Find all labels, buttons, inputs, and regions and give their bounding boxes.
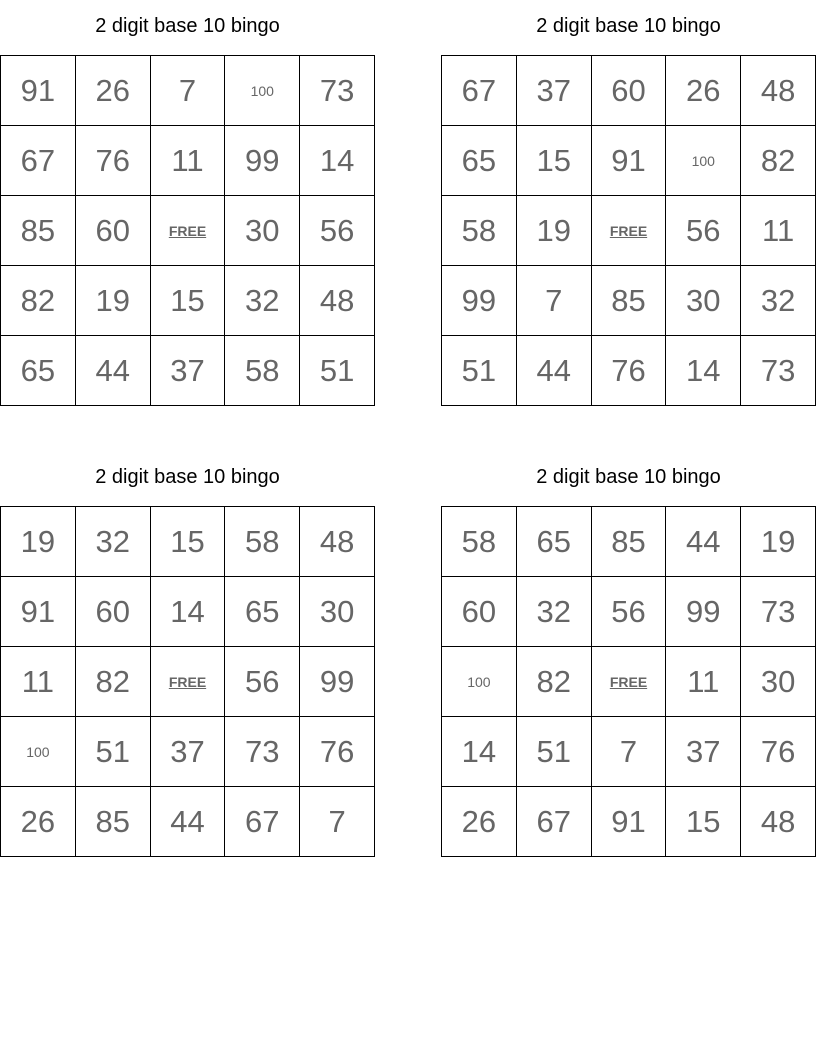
bingo-number-cell: 44 bbox=[76, 336, 151, 406]
bingo-number-cell: 56 bbox=[592, 577, 667, 647]
bingo-number-cell: 91 bbox=[592, 787, 667, 857]
bingo-number-cell: 14 bbox=[300, 126, 375, 196]
bingo-number-cell: 32 bbox=[741, 266, 816, 336]
free-space-cell: FREE bbox=[592, 647, 667, 717]
bingo-number-cell: 67 bbox=[442, 56, 517, 126]
bingo-number-cell: 99 bbox=[300, 647, 375, 717]
bingo-number-cell: 11 bbox=[741, 196, 816, 266]
bingo-number-cell: 51 bbox=[76, 717, 151, 787]
bingo-number-cell: 65 bbox=[225, 577, 300, 647]
bingo-number-cell: 85 bbox=[1, 196, 76, 266]
card-title: 2 digit base 10 bingo bbox=[536, 466, 721, 488]
bingo-number-cell: 99 bbox=[666, 577, 741, 647]
bingo-card-4 bbox=[441, 451, 816, 857]
bingo-number-cell: 60 bbox=[76, 196, 151, 266]
free-space-cell: FREE bbox=[151, 196, 226, 266]
bingo-number-cell: 44 bbox=[666, 507, 741, 577]
bingo-number-cell: 26 bbox=[1, 787, 76, 857]
bingo-number-cell: 37 bbox=[151, 717, 226, 787]
bingo-number-cell: 85 bbox=[592, 266, 667, 336]
bingo-number-cell: 85 bbox=[592, 507, 667, 577]
bingo-number-cell: 67 bbox=[225, 787, 300, 857]
bingo-number-cell: 56 bbox=[666, 196, 741, 266]
bingo-number-cell: 56 bbox=[225, 647, 300, 717]
bingo-number-cell: 58 bbox=[442, 196, 517, 266]
card-title: 2 digit base 10 bingo bbox=[95, 466, 280, 488]
bingo-number-cell: 32 bbox=[517, 577, 592, 647]
bingo-number-cell: 30 bbox=[300, 577, 375, 647]
bingo-number-cell: 58 bbox=[225, 507, 300, 577]
bingo-number-cell: 67 bbox=[517, 787, 592, 857]
bingo-number-cell: 44 bbox=[517, 336, 592, 406]
bingo-number-cell: 67 bbox=[1, 126, 76, 196]
bingo-number-cell: 82 bbox=[517, 647, 592, 717]
bingo-card-1 bbox=[0, 0, 375, 406]
bingo-number-cell: 48 bbox=[741, 56, 816, 126]
free-space-cell: FREE bbox=[592, 196, 667, 266]
bingo-number-cell: 60 bbox=[442, 577, 517, 647]
bingo-number-cell: 15 bbox=[151, 507, 226, 577]
bingo-number-cell: 73 bbox=[741, 577, 816, 647]
bingo-number-cell: 99 bbox=[442, 266, 517, 336]
bingo-number-cell: 82 bbox=[76, 647, 151, 717]
bingo-number-cell: 73 bbox=[300, 56, 375, 126]
bingo-number-cell: 51 bbox=[442, 336, 517, 406]
bingo-number-cell: 51 bbox=[517, 717, 592, 787]
bingo-number-cell: 44 bbox=[151, 787, 226, 857]
bingo-number-cell: 100 bbox=[225, 56, 300, 126]
bingo-number-cell: 99 bbox=[225, 126, 300, 196]
bingo-number-cell: 56 bbox=[300, 196, 375, 266]
bingo-number-cell: 14 bbox=[442, 717, 517, 787]
bingo-number-cell: 26 bbox=[76, 56, 151, 126]
bingo-number-cell: 30 bbox=[741, 647, 816, 717]
bingo-number-cell: 48 bbox=[300, 266, 375, 336]
bingo-card-3 bbox=[0, 451, 375, 857]
bingo-number-cell: 32 bbox=[225, 266, 300, 336]
bingo-number-cell: 7 bbox=[592, 717, 667, 787]
bingo-number-cell: 11 bbox=[1, 647, 76, 717]
bingo-number-cell: 100 bbox=[666, 126, 741, 196]
bingo-card-2 bbox=[441, 0, 816, 406]
bingo-number-cell: 91 bbox=[1, 577, 76, 647]
bingo-grid bbox=[0, 506, 375, 857]
bingo-number-cell: 65 bbox=[517, 507, 592, 577]
bingo-grid bbox=[0, 55, 375, 406]
bingo-number-cell: 76 bbox=[300, 717, 375, 787]
bingo-number-cell: 48 bbox=[741, 787, 816, 857]
bingo-number-cell: 19 bbox=[517, 196, 592, 266]
bingo-number-cell: 100 bbox=[442, 647, 517, 717]
bingo-number-cell: 37 bbox=[517, 56, 592, 126]
bingo-number-cell: 65 bbox=[1, 336, 76, 406]
bingo-number-cell: 60 bbox=[76, 577, 151, 647]
bingo-number-cell: 58 bbox=[442, 507, 517, 577]
bingo-number-cell: 15 bbox=[151, 266, 226, 336]
bingo-number-cell: 82 bbox=[1, 266, 76, 336]
bingo-number-cell: 26 bbox=[666, 56, 741, 126]
bingo-number-cell: 76 bbox=[741, 717, 816, 787]
bingo-number-cell: 82 bbox=[741, 126, 816, 196]
bingo-number-cell: 48 bbox=[300, 507, 375, 577]
bingo-number-cell: 37 bbox=[151, 336, 226, 406]
bingo-number-cell: 11 bbox=[151, 126, 226, 196]
bingo-number-cell: 73 bbox=[225, 717, 300, 787]
free-space-cell: FREE bbox=[151, 647, 226, 717]
bingo-number-cell: 60 bbox=[592, 56, 667, 126]
card-title: 2 digit base 10 bingo bbox=[95, 15, 280, 37]
bingo-number-cell: 30 bbox=[225, 196, 300, 266]
bingo-number-cell: 11 bbox=[666, 647, 741, 717]
bingo-number-cell: 19 bbox=[76, 266, 151, 336]
bingo-number-cell: 73 bbox=[741, 336, 816, 406]
bingo-number-cell: 30 bbox=[666, 266, 741, 336]
bingo-number-cell: 26 bbox=[442, 787, 517, 857]
bingo-number-cell: 32 bbox=[76, 507, 151, 577]
bingo-number-cell: 7 bbox=[300, 787, 375, 857]
bingo-number-cell: 14 bbox=[666, 336, 741, 406]
bingo-number-cell: 19 bbox=[1, 507, 76, 577]
bingo-number-cell: 91 bbox=[1, 56, 76, 126]
bingo-number-cell: 14 bbox=[151, 577, 226, 647]
bingo-grid bbox=[441, 506, 816, 857]
bingo-grid bbox=[441, 55, 816, 406]
bingo-number-cell: 7 bbox=[517, 266, 592, 336]
bingo-number-cell: 85 bbox=[76, 787, 151, 857]
bingo-number-cell: 19 bbox=[741, 507, 816, 577]
bingo-number-cell: 37 bbox=[666, 717, 741, 787]
bingo-number-cell: 100 bbox=[1, 717, 76, 787]
card-title: 2 digit base 10 bingo bbox=[536, 15, 721, 37]
bingo-number-cell: 51 bbox=[300, 336, 375, 406]
bingo-number-cell: 65 bbox=[442, 126, 517, 196]
bingo-number-cell: 91 bbox=[592, 126, 667, 196]
bingo-number-cell: 15 bbox=[517, 126, 592, 196]
bingo-number-cell: 7 bbox=[151, 56, 226, 126]
bingo-number-cell: 76 bbox=[76, 126, 151, 196]
bingo-number-cell: 76 bbox=[592, 336, 667, 406]
bingo-number-cell: 58 bbox=[225, 336, 300, 406]
bingo-number-cell: 15 bbox=[666, 787, 741, 857]
